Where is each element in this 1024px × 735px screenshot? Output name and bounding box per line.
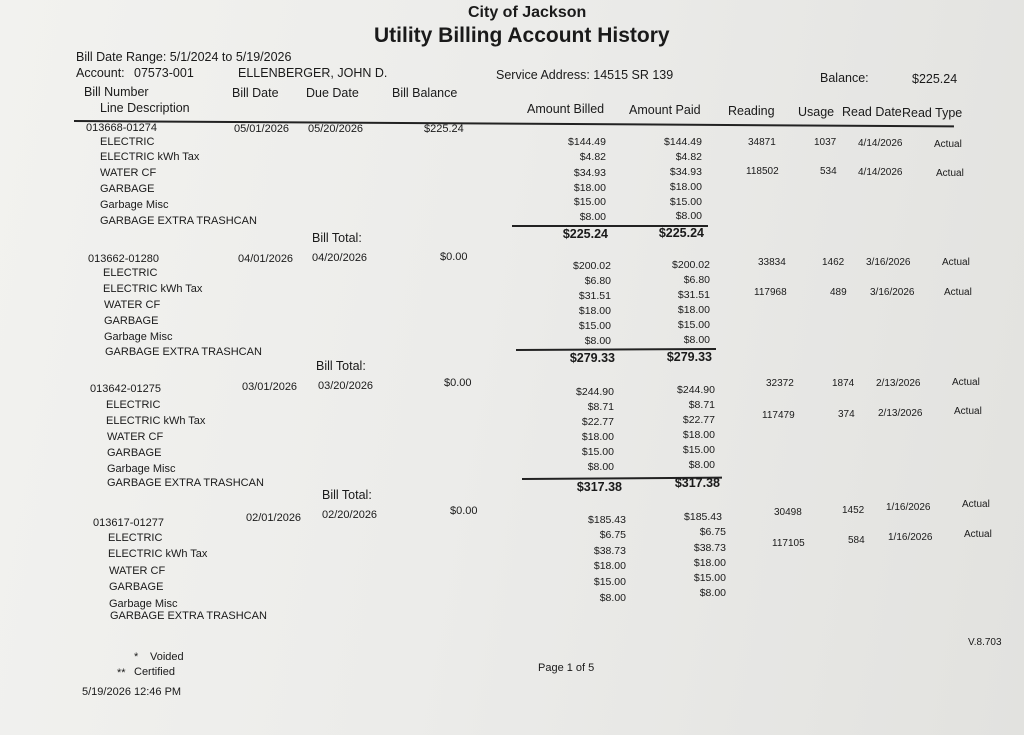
bill-date: 05/01/2026 <box>234 123 290 135</box>
amount-paid: $6.75 <box>699 526 726 538</box>
bill-balance: $0.00 <box>440 251 468 263</box>
meter-usage: 489 <box>830 287 847 298</box>
col-usage: Usage <box>798 105 835 119</box>
amount-billed: $8.71 <box>587 401 614 413</box>
amount-billed: $15.00 <box>573 196 606 208</box>
line-description: GARBAGE EXTRA TRASHCAN <box>100 215 257 227</box>
bill-total-label: Bill Total: <box>316 359 366 373</box>
amount-paid: $15.00 <box>693 572 726 584</box>
header-divider <box>74 120 954 127</box>
line-description: WATER CF <box>100 167 157 179</box>
read-type: Actual <box>964 529 992 540</box>
amount-billed: $31.51 <box>578 290 611 302</box>
col-line-description: Line Description <box>100 101 190 115</box>
meter-usage: 374 <box>838 409 855 420</box>
line-description: ELECTRIC <box>106 399 161 411</box>
meter-usage: 1037 <box>814 137 837 148</box>
total-paid: $279.33 <box>666 350 712 364</box>
voided-mark: * <box>134 651 139 663</box>
due-date: 03/20/2026 <box>318 380 374 392</box>
amount-paid: $8.71 <box>688 399 715 411</box>
amount-billed: $18.00 <box>593 560 626 572</box>
account-label: Account: <box>76 66 125 80</box>
balance-label: Balance: <box>820 71 869 85</box>
read-date: 2/13/2026 <box>878 408 923 419</box>
total-billed: $225.24 <box>562 227 608 241</box>
amount-paid: $185.43 <box>684 511 722 523</box>
amount-billed: $15.00 <box>593 576 626 588</box>
line-description: GARBAGE EXTRA TRASHCAN <box>110 610 267 622</box>
line-description: Garbage Misc <box>100 199 169 211</box>
line-description: WATER CF <box>107 431 164 443</box>
amount-paid: $8.00 <box>675 210 702 222</box>
amount-paid: $22.77 <box>682 414 715 426</box>
read-type: Actual <box>952 377 980 388</box>
amount-billed: $8.00 <box>579 211 606 223</box>
meter-reading: 118502 <box>746 166 779 177</box>
line-description: ELECTRIC kWh Tax <box>103 283 203 295</box>
print-timestamp: 5/19/2026 12:46 PM <box>82 686 182 698</box>
certified-mark: ** <box>117 667 126 679</box>
amount-paid: $8.00 <box>688 459 715 471</box>
amount-billed: $185.43 <box>588 514 626 526</box>
line-description: GARBAGE <box>109 581 164 593</box>
read-type: Actual <box>936 168 964 179</box>
line-description: ELECTRIC <box>100 136 155 148</box>
line-description: GARBAGE EXTRA TRASHCAN <box>105 346 262 358</box>
col-bill-number: Bill Number <box>84 85 149 99</box>
amount-billed: $18.00 <box>578 305 611 317</box>
read-type: Actual <box>934 139 962 150</box>
total-paid: $225.24 <box>658 226 704 240</box>
amount-billed: $8.00 <box>587 461 614 473</box>
col-bill-date: Bill Date <box>232 86 279 100</box>
line-description: WATER CF <box>104 299 161 311</box>
line-description: ELECTRIC kWh Tax <box>100 151 200 163</box>
bill-date: 02/01/2026 <box>246 512 302 524</box>
line-description: GARBAGE <box>107 447 162 459</box>
amount-paid: $15.00 <box>669 196 702 208</box>
amount-paid: $18.00 <box>677 304 710 316</box>
col-read-date: Read Date <box>842 105 902 119</box>
meter-reading: 33834 <box>758 257 786 268</box>
read-type: Actual <box>954 406 982 417</box>
report-city: City of Jackson <box>468 4 587 21</box>
bill-number: 013617-01277 <box>93 517 164 529</box>
amount-billed: $6.75 <box>599 529 626 541</box>
read-type: Actual <box>944 287 972 298</box>
amount-paid: $8.00 <box>699 587 726 599</box>
read-date: 3/16/2026 <box>866 257 911 268</box>
read-date: 3/16/2026 <box>870 287 915 298</box>
amount-paid: $144.49 <box>664 136 702 148</box>
col-due-date: Due Date <box>306 86 359 100</box>
col-reading: Reading <box>728 104 775 118</box>
col-amount-paid: Amount Paid <box>629 103 701 117</box>
bill-number: 013662-01280 <box>88 253 159 265</box>
meter-usage: 1462 <box>822 257 845 268</box>
amount-billed: $15.00 <box>581 446 614 458</box>
bill-balance: $225.24 <box>424 123 464 135</box>
voided-legend: Voided <box>150 651 184 663</box>
line-description: ELECTRIC <box>103 267 158 279</box>
total-billed: $279.33 <box>569 351 615 365</box>
amount-billed: $4.82 <box>579 151 606 163</box>
line-description: WATER CF <box>109 565 166 577</box>
amount-billed: $22.77 <box>581 416 614 428</box>
amount-paid: $200.02 <box>672 259 710 271</box>
meter-reading: 117968 <box>754 287 787 298</box>
meter-usage: 1452 <box>842 505 865 516</box>
read-date: 1/16/2026 <box>888 532 933 543</box>
bill-total-label: Bill Total: <box>322 488 372 502</box>
total-billed: $317.38 <box>576 480 622 494</box>
amount-paid: $34.93 <box>669 166 702 178</box>
meter-reading: 34871 <box>748 137 776 148</box>
meter-reading: 32372 <box>766 378 794 389</box>
amount-billed: $18.00 <box>573 182 606 194</box>
meter-reading: 117105 <box>772 538 805 549</box>
amount-billed: $34.93 <box>573 167 606 179</box>
amount-paid: $15.00 <box>682 444 715 456</box>
meter-usage: 1874 <box>832 378 855 389</box>
read-date: 2/13/2026 <box>876 378 921 389</box>
read-type: Actual <box>962 499 990 510</box>
account-holder-name: ELLENBERGER, JOHN D. <box>238 66 388 80</box>
amount-paid: $15.00 <box>677 319 710 331</box>
col-read-type: Read Type <box>902 106 963 120</box>
bill-number: 013668-01274 <box>86 122 157 134</box>
col-bill-balance: Bill Balance <box>392 86 458 100</box>
amount-paid: $18.00 <box>669 181 702 193</box>
line-description: Garbage Misc <box>104 331 173 343</box>
amount-paid: $31.51 <box>677 289 710 301</box>
date-range: Bill Date Range: 5/1/2024 to 5/19/2026 <box>76 50 292 64</box>
read-date: 4/14/2026 <box>858 167 903 178</box>
bill-date: 03/01/2026 <box>242 381 298 393</box>
amount-paid: $244.90 <box>677 384 715 396</box>
bill-balance: $0.00 <box>444 377 472 389</box>
certified-legend: Certified <box>134 666 175 678</box>
read-date: 1/16/2026 <box>886 502 931 513</box>
amount-billed: $38.73 <box>593 545 626 557</box>
col-amount-billed: Amount Billed <box>527 102 605 116</box>
service-address: Service Address: 14515 SR 139 <box>496 68 674 82</box>
line-description: GARBAGE <box>100 183 155 195</box>
balance-value: $225.24 <box>912 72 958 86</box>
amount-paid: $38.73 <box>693 542 726 554</box>
line-description: Garbage Misc <box>109 598 178 610</box>
due-date: 04/20/2026 <box>312 252 368 264</box>
amount-paid: $18.00 <box>693 557 726 569</box>
bill-number: 013642-01275 <box>90 383 161 395</box>
read-type: Actual <box>942 257 970 268</box>
report-title: Utility Billing Account History <box>374 24 670 47</box>
meter-usage: 534 <box>820 166 837 177</box>
amount-billed: $15.00 <box>578 320 611 332</box>
line-description: GARBAGE <box>104 315 159 327</box>
due-date: 02/20/2026 <box>322 509 378 521</box>
amount-billed: $18.00 <box>581 431 614 443</box>
version-label: V.8.703 <box>968 637 1002 648</box>
amount-paid: $18.00 <box>682 429 715 441</box>
total-paid: $317.38 <box>674 476 720 490</box>
amount-billed: $144.49 <box>568 136 606 148</box>
amount-paid: $6.80 <box>683 274 710 286</box>
amount-paid: $8.00 <box>683 334 710 346</box>
page-number: Page 1 of 5 <box>538 662 595 674</box>
amount-billed: $8.00 <box>584 335 611 347</box>
meter-reading: 30498 <box>774 507 802 518</box>
bill-date: 04/01/2026 <box>238 253 294 265</box>
line-description: ELECTRIC <box>108 532 163 544</box>
line-description: ELECTRIC kWh Tax <box>106 415 206 427</box>
amount-billed: $200.02 <box>573 260 611 272</box>
amount-billed: $244.90 <box>576 386 614 398</box>
read-date: 4/14/2026 <box>858 138 903 149</box>
line-description: GARBAGE EXTRA TRASHCAN <box>107 477 264 489</box>
amount-billed: $6.80 <box>584 275 611 287</box>
amount-billed: $8.00 <box>599 592 626 604</box>
account-number: 07573-001 <box>134 66 194 80</box>
line-description: ELECTRIC kWh Tax <box>108 548 208 560</box>
meter-usage: 584 <box>848 535 865 546</box>
due-date: 05/20/2026 <box>308 123 364 135</box>
bill-balance: $0.00 <box>450 505 478 517</box>
meter-reading: 117479 <box>762 410 795 421</box>
amount-paid: $4.82 <box>675 151 702 163</box>
bill-total-label: Bill Total: <box>312 231 362 245</box>
line-description: Garbage Misc <box>107 463 176 475</box>
